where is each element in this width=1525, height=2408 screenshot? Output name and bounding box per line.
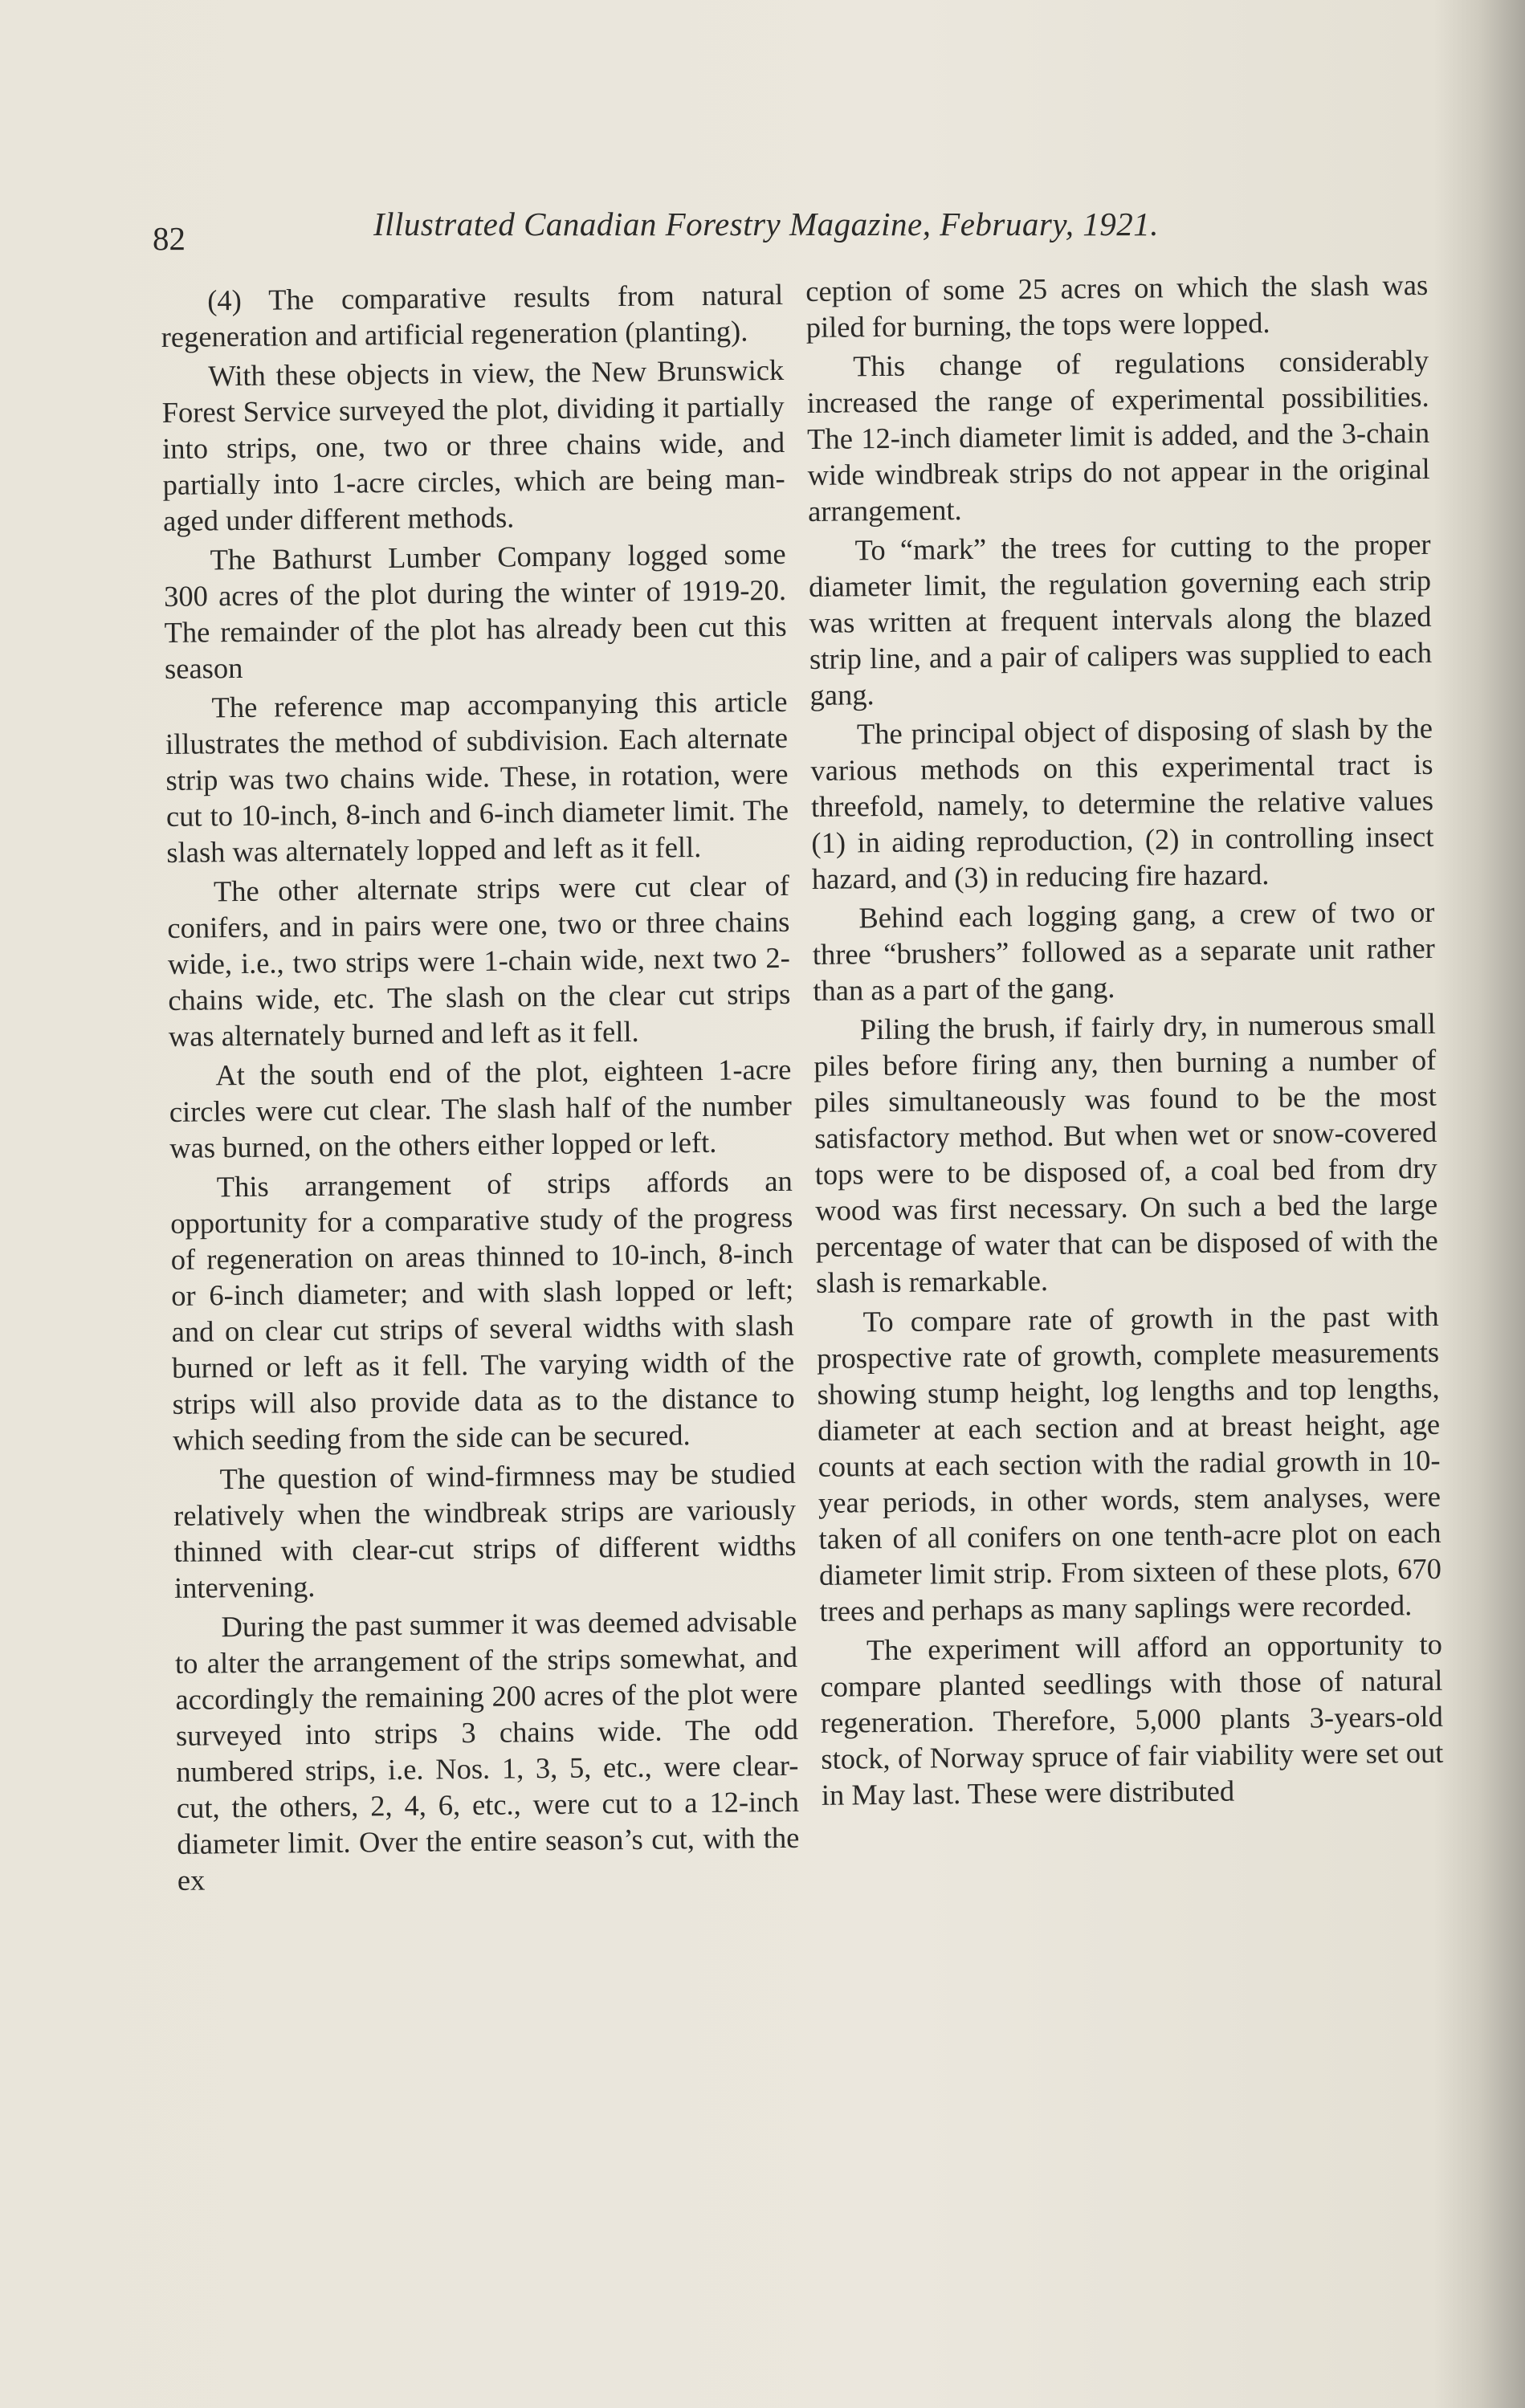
paragraph: The Bathurst Lumber Company logged some 300 acres of the plot during the winter of 1919-20. The remainder of the plot has already been cut this season	[163, 536, 787, 685]
page-header	[153, 205, 1253, 257]
paragraph: Piling the brush, if fairly dry, in numerous small piles before firing any, then burning a number of piles simultaneously was found to be the most satisfactory method. But when wet or snow-covered tops were to be disposed of, a coal bed from dry wood was first necessary. On such a bed the large percentage of water that can be disposed of with the slash is remarkable.	[813, 1006, 1438, 1299]
right-column	[805, 267, 1444, 1816]
paragraph: To “mark” the trees for cutting to the proper diameter limit, the regulation governing each strip was written at frequent intervals along the blazed strip line, and a pair of calipers was supplied to each gang.	[808, 527, 1433, 711]
paragraph: At the south end of the plot, eighteen 1-acre circles were cut clear. The slash half of the number was burned, on the others either lopped or left.	[169, 1052, 792, 1164]
paragraph: The other alternate strips were cut clear of conifers, and in pairs were one, two or three chains wide, i.e., two strips were 1-chain wide, next two 2-chains wide, etc. The slash on the clear cut strips was alternately burned and left as it fell.	[167, 868, 791, 1053]
paragraph-continuation: ception of some 25 acres on which the slash was piled for burning, the tops were lopped.	[805, 267, 1429, 344]
paragraph: This arrangement of strips affords an opportunity for a comparative study of the progress of regeneration on areas thinned to 10-inch, 8-inch or 6-inch diameter; and with slash lopped or left; and on clear cut strips of several widths with slash burned or left as it fell. The varying width of the strips will also provide data as to the distance to which seeding from the side can be secured.	[170, 1163, 795, 1457]
running-title: Illustrated Canadian Forestry Magazine, February, 1921.	[373, 206, 1160, 242]
paragraph: Behind each logging gang, a crew of two or three “brushers” followed as a separate unit rather than as a part of the gang.	[812, 894, 1436, 1007]
paragraph: The experiment will afford an opportunity to compare planted seedlings with those of natural regeneration. Therefore, 5,000 plants 3-years-old stock, of Norway spruce of fair viability were set out in May last. These were distributed	[820, 1627, 1444, 1811]
paragraph: With these objects in view, the New Brunswick Forest Service surveyed the plot, dividing it partially into strips, one, two or three chains wide, and partially into 1-acre circles, which are being managed under different methods.	[161, 352, 785, 537]
paragraph: The question of wind-firmness may be studied relatively when the windbreak strips are variously thinned with clear-cut strips of different widths intervening.	[173, 1456, 797, 1604]
paragraph: During the past summer it was deemed advisable to alter the arrangement of the strips somewhat, and accordingly the remaining 200 acres of the plot were surveyed into strips 3 chains wide. The odd numbered strips, i.e. Nos. 1, 3, 5, etc., were clear-cut, the others, 2, 4, 6, etc., were cut to a 12-inch diameter limit. Over the entire season’s cut, with the ex	[174, 1603, 800, 1897]
left-column	[161, 276, 800, 1901]
page-number: 82	[153, 220, 186, 257]
paragraph: This change of regulations considerably increased the range of experimental possibilities. The 12-inch diameter limit is added, and the 3-chain wide windbreak strips do not appear in the original arrangement.	[806, 343, 1430, 528]
paragraph: To compare rate of growth in the past with prospective rate of growth, complete measurements showing stump height, log lengths and top lengths, diameter at each section and at breast height, age counts at each section with the radial growth in 10-year periods, in other words, stem analyses, were taken of all conifers on one tenth-acre plot on each diameter limit strip. From sixteen of these plots, 670 trees and perhaps as many saplings were recorded.	[816, 1298, 1442, 1628]
paragraph: The reference map accompanying this article illustrates the method of subdivision. Each alternate strip was two chains wide. These, in rotation, were cut to 10-inch, 8-inch and 6-inch diameter limit. The slash was alternately lopped and left as it fell.	[165, 684, 789, 869]
paragraph: The principal object of disposing of slash by the various methods on this experimental tract is threefold, namely, to determine the relative values (1) in aiding reproduction, (2) in controlling insect hazard, and (3) in reducing fire hazard.	[810, 711, 1434, 895]
paragraph: (4) The comparative results from natural regeneration and artificial regeneration (planting).	[161, 277, 784, 353]
